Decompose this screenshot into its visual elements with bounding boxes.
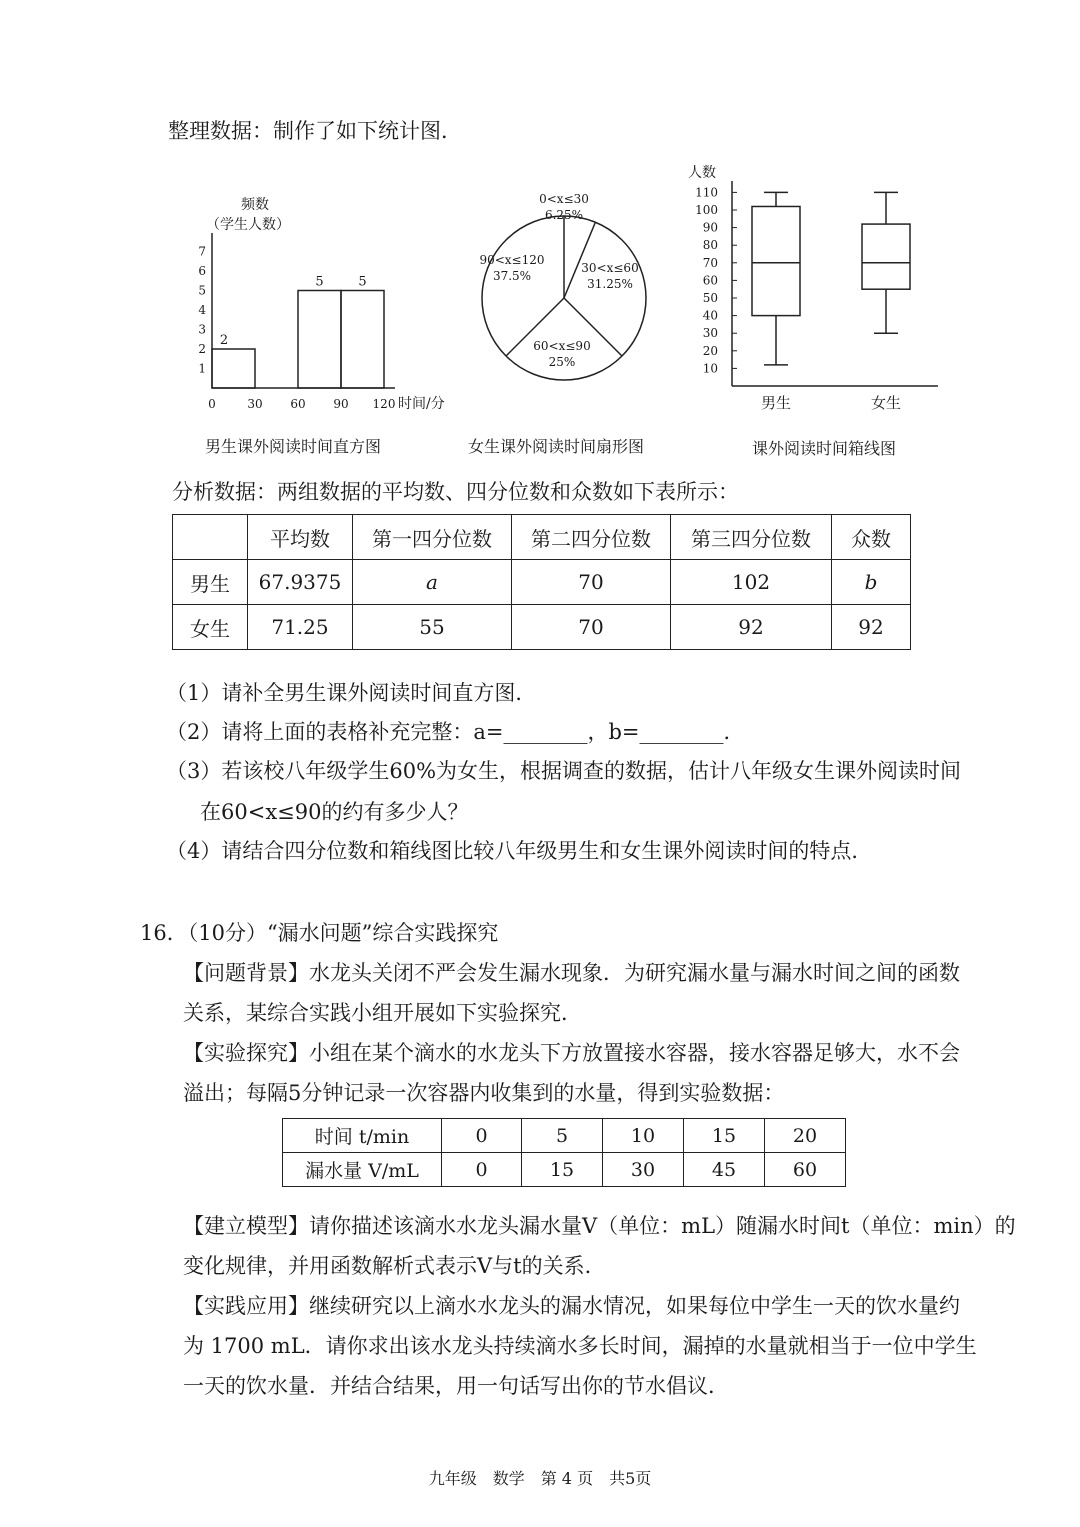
intro-text: 整理数据：制作了如下统计图． (168, 119, 462, 143)
histogram-caption: 男生课外阅读时间直方图 (205, 437, 382, 456)
y-tick-label: 70 (702, 255, 718, 270)
box-category-label: 男生 (760, 394, 792, 412)
table-row (283, 1119, 846, 1153)
table-cell: 45 (684, 1153, 765, 1187)
table-cell: 55 (353, 605, 512, 650)
q16-apply-cont-2: 一天的饮水量．并结合结果，用一句话写出你的节水倡议． (183, 1374, 729, 1398)
table-cell: 0 (442, 1119, 522, 1153)
leak-data-table (282, 1118, 846, 1187)
y-tick-label: 6 (198, 264, 206, 278)
pie-slice-percent: 6.25% (544, 208, 584, 222)
q16-apply-cont: 为 1700 mL．请你求出该水龙头持续滴水多长时间，漏掉的水量就相当于一位中学生 (183, 1334, 977, 1358)
table-cell: 71.25 (248, 605, 353, 650)
table-cell: 第二四分位数 (512, 515, 671, 560)
table-cell: 70 (512, 560, 671, 605)
table-cell: 60 (765, 1153, 846, 1187)
histogram-bar (298, 291, 341, 389)
bar-data-label: 2 (219, 333, 229, 348)
table-cell: 时间 t/min (283, 1119, 442, 1153)
box-category-label: 女生 (870, 394, 902, 412)
box-iqr (862, 224, 910, 289)
bar-data-label: 5 (315, 274, 324, 290)
q16-title: 16．（10分）“漏水问题”综合实践探究 (140, 921, 499, 945)
table-cell: 男生 (173, 560, 248, 605)
table-cell: 92 (671, 605, 832, 650)
y-tick-label: 4 (198, 303, 206, 317)
q16-experiment-cont: 溢出；每隔5分钟记录一次容器内收集到的水量，得到实验数据： (183, 1081, 785, 1105)
y-tick-label: 50 (702, 291, 718, 305)
box-iqr (752, 206, 800, 315)
analysis-intro: 分析数据：两组数据的平均数、四分位数和众数如下表所示： (172, 480, 739, 504)
boxplot-caption: 课外阅读时间箱线图 (752, 439, 897, 458)
table-cell: 5 (522, 1119, 603, 1153)
pie-slice-label: 30<x≤60 (581, 261, 639, 275)
table-cell: 0 (442, 1153, 522, 1187)
table-cell (173, 515, 248, 560)
table-cell: 20 (765, 1119, 846, 1153)
table-row (173, 515, 911, 560)
histogram-bar (341, 291, 384, 389)
x-tick-label: 60 (290, 397, 306, 411)
table-cell: 30 (603, 1153, 684, 1187)
pie-slice-label: 90<x≤120 (479, 253, 545, 267)
q16-apply: 【实践应用】继续研究以上滴水水龙头的漏水情况，如果每位中学生一天的饮水量约 (183, 1294, 960, 1318)
histogram-chart (190, 185, 460, 415)
y-tick-label: 3 (198, 322, 206, 337)
table-cell: 92 (832, 605, 911, 650)
table-cell: 第一四分位数 (353, 515, 512, 560)
table-cell: 第三四分位数 (671, 515, 832, 560)
table-cell: 70 (512, 605, 671, 650)
y-tick-label: 7 (198, 244, 206, 259)
pie-slice-label: 60<x≤90 (533, 339, 591, 353)
table-cell: a (353, 560, 512, 605)
table-cell: 102 (671, 560, 832, 605)
page-footer: 九年级 数学 第 4 页 共5页 (428, 1469, 652, 1488)
question-3: （3）若该校八年级学生60%为女生，根据调查的数据，估计八年级女生课外阅读时间 (166, 759, 962, 783)
q16-model-cont: 变化规律，并用函数解析式表示V与t的关系． (183, 1254, 606, 1278)
table-cell: 漏水量 V/mL (283, 1153, 442, 1187)
y-axis-title: 频数 (241, 197, 269, 213)
table-cell: 15 (684, 1119, 765, 1153)
boxplot-chart (680, 155, 950, 420)
y-tick-label: 90 (702, 220, 718, 235)
table-cell: b (832, 560, 911, 605)
y-tick-label: 60 (702, 273, 718, 288)
q16-background-cont: 关系，某综合实践小组开展如下实验探究． (183, 1001, 582, 1025)
x-axis-unit: 时间/分 (398, 396, 445, 412)
question-2: （2）请将上面的表格补充完整：a=________，b=________． (166, 720, 745, 744)
q16-experiment: 【实验探究】小组在某个滴水的水龙头下方放置接水容器，接水容器足够大，水不会 (183, 1041, 960, 1065)
y-tick-label: 10 (702, 361, 718, 376)
x-tick-label: 30 (247, 397, 263, 411)
table-row (283, 1153, 846, 1187)
pie-slice-percent: 31.25% (587, 277, 633, 291)
x-tick-label: 0 (208, 397, 216, 411)
question-4: （4）请结合四分位数和箱线图比较八年级男生和女生课外阅读时间的特点． (166, 839, 873, 863)
bar-data-label: 5 (358, 274, 367, 290)
y-tick-label: 110 (695, 185, 718, 200)
y-tick-label: 40 (702, 308, 718, 323)
y-axis-title: 人数 (688, 165, 716, 181)
table-cell: 10 (603, 1119, 684, 1153)
histogram-bar (212, 349, 255, 388)
x-tick-label: 90 (333, 397, 349, 411)
table-cell: 15 (522, 1153, 603, 1187)
pie-slice-percent: 25% (548, 355, 576, 369)
table-row (173, 605, 911, 650)
y-tick-label: 100 (695, 203, 718, 217)
y-tick-label: 30 (702, 326, 718, 341)
q16-model: 【建立模型】请你描述该滴水水龙头漏水量V（单位：mL）随漏水时间t（单位：min）的 (183, 1214, 1016, 1238)
question-3-cont: 在60<x≤90的约有多少人？ (200, 800, 469, 824)
pie-slice-label: 0<x≤30 (539, 192, 589, 206)
y-tick-label: 5 (198, 283, 206, 298)
y-axis-subtitle: （学生人数） (206, 217, 290, 233)
table-row (173, 560, 911, 605)
table-cell: 67.9375 (248, 560, 353, 605)
table-cell: 女生 (173, 605, 248, 650)
q16-background: 【问题背景】水龙头关闭不严会发生漏水现象．为研究漏水量与漏水时间之间的函数 (183, 961, 960, 985)
pie-caption: 女生课外阅读时间扇形图 (468, 437, 645, 456)
y-tick-label: 80 (702, 238, 718, 253)
question-1: （1）请补全男生课外阅读时间直方图． (166, 681, 537, 705)
y-tick-label: 1 (198, 361, 206, 376)
pie-chart (470, 180, 660, 395)
x-tick-label: 120 (372, 397, 396, 411)
stats-table (172, 514, 911, 650)
table-cell: 平均数 (248, 515, 353, 560)
y-tick-label: 2 (198, 342, 206, 356)
table-cell: 众数 (832, 515, 911, 560)
pie-slice-percent: 37.5% (492, 269, 532, 283)
y-tick-label: 20 (702, 343, 718, 358)
